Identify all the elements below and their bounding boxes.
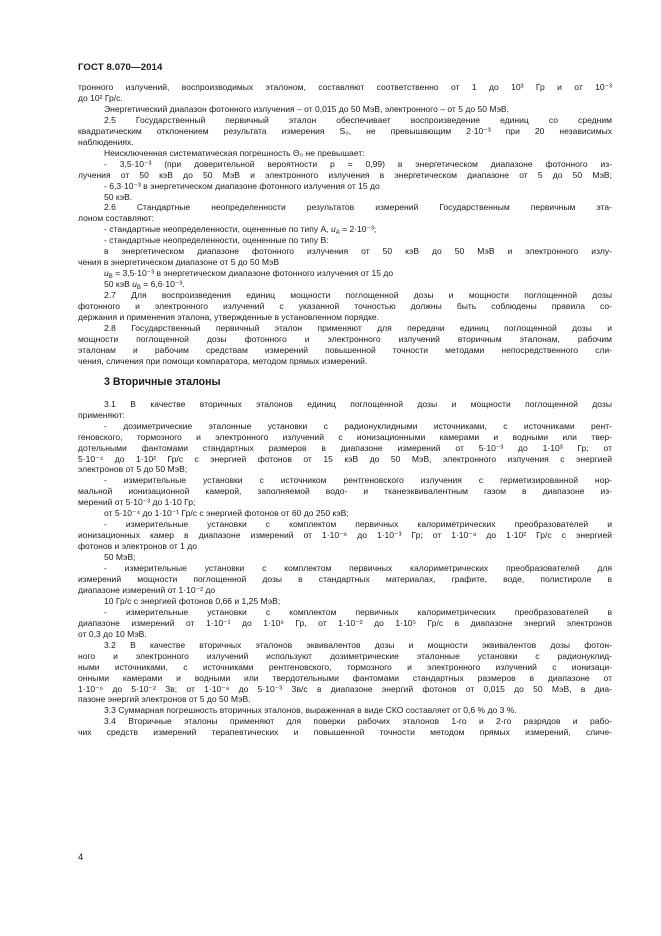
text-line: лоном составляют: [78, 213, 154, 224]
document-header: ГОСТ 8.070—2014 [78, 62, 163, 73]
text-line: от 0,3 до 10 МэВ. [78, 628, 147, 639]
text-line: - дозиметрические эталонные установки с радионуклидными источниками, с источниками рент- [104, 420, 612, 431]
text-line: чих средств измерений терапевтических и повышенной точности методом прямых измерений, сличе- [78, 727, 612, 738]
text-line: мальной ионизационной камерой, заполняемой водо- и тканеэквивалентным газом в диапазоне из- [78, 486, 612, 497]
text-line: 10 Гр/с с энергией фотонов 0,66 и 1,25 МэВ; [104, 595, 281, 606]
text-line: - стандартные неопределенности, оцененные по типу А, $u_A = 2\cdot 10^{-3}$; [104, 224, 377, 237]
text-line: в энергетическом диапазоне фотонного излучения от 50 кэВ до 50 МэВ и электронного излу- [104, 246, 612, 257]
text-line: онными камерами и водными или твердотельными фантомами стандартных размеров в диапазоне от [78, 672, 612, 683]
text-line: держания и применения эталона, утвержденные в установленном порядке. [78, 312, 380, 323]
text-line: чения, сличения при помощи компаратора, методом прямых измерений. [78, 355, 368, 366]
text-line: эталонам и рабочим средствам измерений повышенной точности методами непосредственного сли- [78, 344, 612, 355]
text-line: применяют: [78, 409, 125, 420]
text-line: - измерительные установки с комплектом первичных калориметрических преобразователей для [104, 563, 612, 574]
text-line: от 5·10⁻⁴ до 1·10⁻¹ Гр/с с энергией фотонов от 60 до 250 кэВ; [104, 508, 349, 519]
section-heading: 3 Вторичные эталоны [104, 375, 221, 388]
text-line: - стандартные неопределенности, оцененные по типу В: [104, 235, 329, 246]
text-line: геновского, тормозного и электронного излучений с ионизационными камерами и водными или твер- [78, 431, 612, 442]
text-line: 2.6 Стандартные неопределенности результатов измерений Государственным первичным эта- [104, 202, 612, 213]
text-line: 3.4 Вторичные эталоны применяют для поверки рабочих эталонов 1-го и 2-го разрядов и рабо- [104, 716, 612, 727]
text-line: - измерительные установки с источником рентгеновского излучения с герметизированной нор- [104, 475, 612, 486]
text-line: лучения от 50 кэВ до 50 МэВ и электронного излучения в энергетическом диапазоне от 5 до 50 МэВ; [78, 169, 612, 180]
text-line: - 3,5·10⁻³ (при доверительной вероятности р = 0,99) в энергетическом диапазоне фотонного из- [104, 158, 612, 169]
text-line: измерений мощности поглощенной дозы в стандартных материалах, графите, воде, полистироле в [78, 573, 612, 584]
text-line: 2.7 Для воспроизведения единиц мощности поглощенной дозы и мощности поглощенной дозы [104, 290, 612, 301]
text-line: дотельными фантомами стандартных размеров в диапазоне измерений от 5·10⁻³ до 1·10³ Гр; от [78, 442, 612, 453]
text-line: 50 кэВ $u_B = 6,6\cdot 10^{-3}$. [104, 279, 185, 292]
text-line: фотонов и электронов от 1 до [78, 541, 197, 552]
text-line: диапазоне измерений от 1·10⁻¹ до 1·10⁶ Гр, от 1·10⁻² до 1·10⁵ Гр/с в диапазоне энергий электронов [78, 617, 612, 628]
text-line: 2.8 Государственный первичный эталон применяют для передачи единиц поглощенной дозы и [104, 322, 612, 333]
text-line: мощности поглощенной дозы фотонного и электронного излучений вторичным эталонам, рабочим [78, 333, 612, 344]
text-line: ионизационных камер в диапазоне измерений от 1·10⁻⁶ до 1·10⁻³ Гр; от 1·10⁻⁸ до 1·10² Гр/с с энергией [78, 530, 612, 541]
text-line: 3.1 В качестве вторичных эталонов единиц поглощенной дозы и мощности поглощенной дозы [104, 398, 612, 409]
text-line: Энергетический диапазон фотонного излучения – от 0,015 до 50 МэВ, электронного – от 5 до 50 МэВ. [104, 103, 509, 114]
text-line: 3.2 В качестве вторичных эталонов эквивалентов дозы и мощности эквивалентов дозы фотон- [104, 639, 612, 650]
text-line: тронного излучений, воспроизводимых эталоном, составляют соответственно от 1 до 10³ Гр и от 10⁻³ [78, 82, 612, 92]
text-line: диапазоне измерений от 1·10⁻² до [78, 584, 216, 595]
text-line: 50 кэВ. [104, 191, 133, 202]
text-line: 5·10⁻⁴ до 1·10² Гр/с с энергией фотонов от 15 кэВ до 50 МэВ, электронного излучения с энергией [78, 453, 612, 464]
text-line: 1·10⁻⁶ до 5·10⁻² Зв; от 1·10⁻⁸ до 5·10⁻³ Зв/с в диапазоне энергий фотонов от 0,015 до 50 МэВ, в диа- [78, 683, 612, 694]
text-line: квадратическим отклонением результата измерения S₀, не превышающим 2·10⁻³ при 20 независимых [78, 125, 612, 136]
text-line: - измерительные установки с комплектом первичных калориметрических преобразователей и [104, 519, 612, 530]
text-line: чения в энергетическом диапазоне от 5 до 50 МэВ [78, 257, 280, 268]
text-line: $u_B = 3,5\cdot 10^{-3}$ в энергетическом диапазоне фотонного излучения от 15 до [104, 268, 394, 281]
text-line: электронов от 5 до 50 МэВ; [78, 464, 188, 475]
text-line: мерений от 5·10⁻³ до 1·10 Гр; [78, 497, 196, 508]
text-line: 2.5 Государственный первичный эталон обеспечивает воспроизведение единиц со средним [104, 114, 612, 125]
text-line: 3.3 Суммарная погрешность вторичных эталонов, выраженная в виде СКО составляет от 0,6 % до 3 %. [104, 705, 517, 716]
text-line: 50 МэВ; [104, 552, 136, 563]
document-body [78, 82, 612, 738]
page-number: 4 [78, 851, 84, 862]
text-line: наблюдениях. [78, 136, 134, 147]
text-line: ными источниками, с источниками рентгеновского, тормозного и электронного излучений с ионизаци- [78, 661, 612, 672]
text-line: пазоне энергий электронов от 5 до 50 МэВ. [78, 694, 251, 705]
text-line: ного и электронного излучений используют дозиметрические эталонные установки с радионуклид- [78, 650, 612, 661]
text-line: - измерительные установки с комплектом первичных калориметрических преобразователей в [104, 606, 612, 617]
text-line: фотонного и электронного излучений с указанной точностью должны быть соблюдены правила со- [78, 301, 612, 312]
text-line: - 6,3·10⁻³ в энергетическом диапазоне фотонного излучения от 15 до [104, 180, 380, 191]
text-line: до 10² Гр/с. [78, 92, 123, 103]
text-line: Неисключенная систематическая погрешность Θ₀ не превышает: [104, 147, 365, 158]
